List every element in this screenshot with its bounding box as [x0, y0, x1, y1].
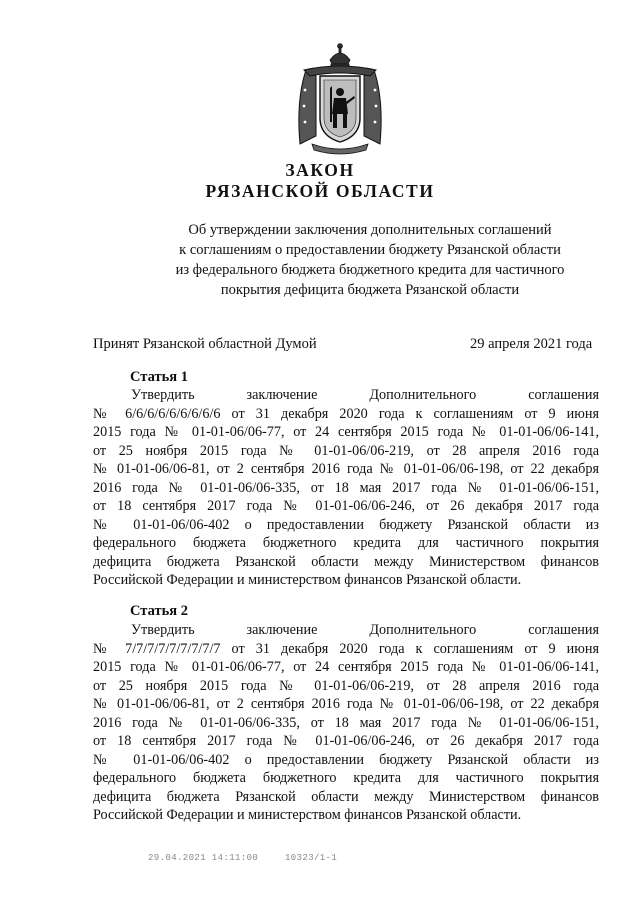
article-line: дефицита бюджета Рязанской области между Министерством финансов [93, 553, 599, 570]
article-line: от 18 сентября 2017 года № 01-01-06/06-246, от 26 декабря 2017 года [93, 733, 599, 750]
article-line: 2015 года № 01-01-06/06-77, от 24 сентября 2015 года № 01-01-06/06-141, [93, 424, 599, 441]
article-line: 2016 года № 01-01-06/06-335, от 18 мая 2017 года № 01-01-06/06-151, [93, 479, 599, 496]
article-line: от 25 ноября 2015 года № 01-01-06/06-219, от 28 апреля 2016 года [93, 442, 599, 459]
article-line: № 01-01-06/06-402 о предоставлении бюджету Рязанской области из [93, 516, 599, 533]
coat-of-arms-emblem [286, 40, 394, 158]
accepted-by: Принят Рязанской областной Думой [93, 336, 317, 352]
article-line: Российской Федерации и министерством финансов Рязанской области. [93, 572, 522, 589]
article-line: № 7/7/7/7/7/7/7/7/7 от 31 декабря 2020 года к соглашениям от 9 июня [93, 640, 599, 657]
article-line: № 01-01-06/06-81, от 2 сентября 2016 года № 01-01-06/06-198, от 22 декабря [93, 461, 599, 478]
article-line: № 6/6/6/6/6/6/6/6/6 от 31 декабря 2020 года к соглашениям от 9 июня [93, 405, 599, 422]
subject-line: к соглашениям о предоставлении бюджету Рязанской области [179, 242, 561, 258]
article-2-text [93, 621, 599, 825]
article-line: от 18 сентября 2017 года № 01-01-06/06-246, от 26 декабря 2017 года [93, 498, 599, 515]
article-1-title: Статья 1 [130, 369, 188, 385]
accepted-date: 29 апреля 2021 года [470, 336, 593, 352]
article-line: № 01-01-06/06-402 о предоставлении бюджету Рязанской области из [93, 751, 599, 768]
subject-line: Об утверждении заключения дополнительных соглашений [188, 222, 552, 238]
article-line: дефицита бюджета Рязанской области между Министерством финансов [93, 788, 599, 805]
article-line: федерального бюджета бюджетного кредита для частичного покрытия [93, 535, 599, 552]
law-subject [150, 220, 590, 300]
registration-code: 10323/1-1 [285, 853, 338, 863]
article-line: от 25 ноября 2015 года № 01-01-06/06-219, от 28 апреля 2016 года [93, 677, 599, 694]
article-2-title: Статья 2 [130, 603, 188, 619]
registration-timestamp: 29.04.2021 14:11:00 [148, 853, 259, 863]
article-line: Утвердить заключение Дополнительного соглашения [131, 387, 599, 403]
article-line: Утвердить заключение Дополнительного соглашения [131, 622, 599, 638]
article-line: 2015 года № 01-01-06/06-77, от 24 сентября 2015 года № 01-01-06/06-141, [93, 659, 599, 676]
article-1-text [93, 386, 599, 590]
law-region-title: РЯЗАНСКОЙ ОБЛАСТИ [205, 181, 435, 201]
law-title: ЗАКОН [285, 160, 355, 180]
article-line: № 01-01-06/06-81, от 2 сентября 2016 года № 01-01-06/06-198, от 22 декабря [93, 696, 599, 713]
article-line: федерального бюджета бюджетного кредита для частичного покрытия [93, 770, 599, 787]
subject-line: покрытия дефицита бюджета Рязанской области [220, 282, 520, 298]
article-line: Российской Федерации и министерством финансов Рязанской области. [93, 807, 522, 824]
article-line: 2016 года № 01-01-06/06-335, от 18 мая 2017 года № 01-01-06/06-151, [93, 714, 599, 731]
subject-line: из федерального бюджета бюджетного кредита для частичного [175, 262, 565, 278]
